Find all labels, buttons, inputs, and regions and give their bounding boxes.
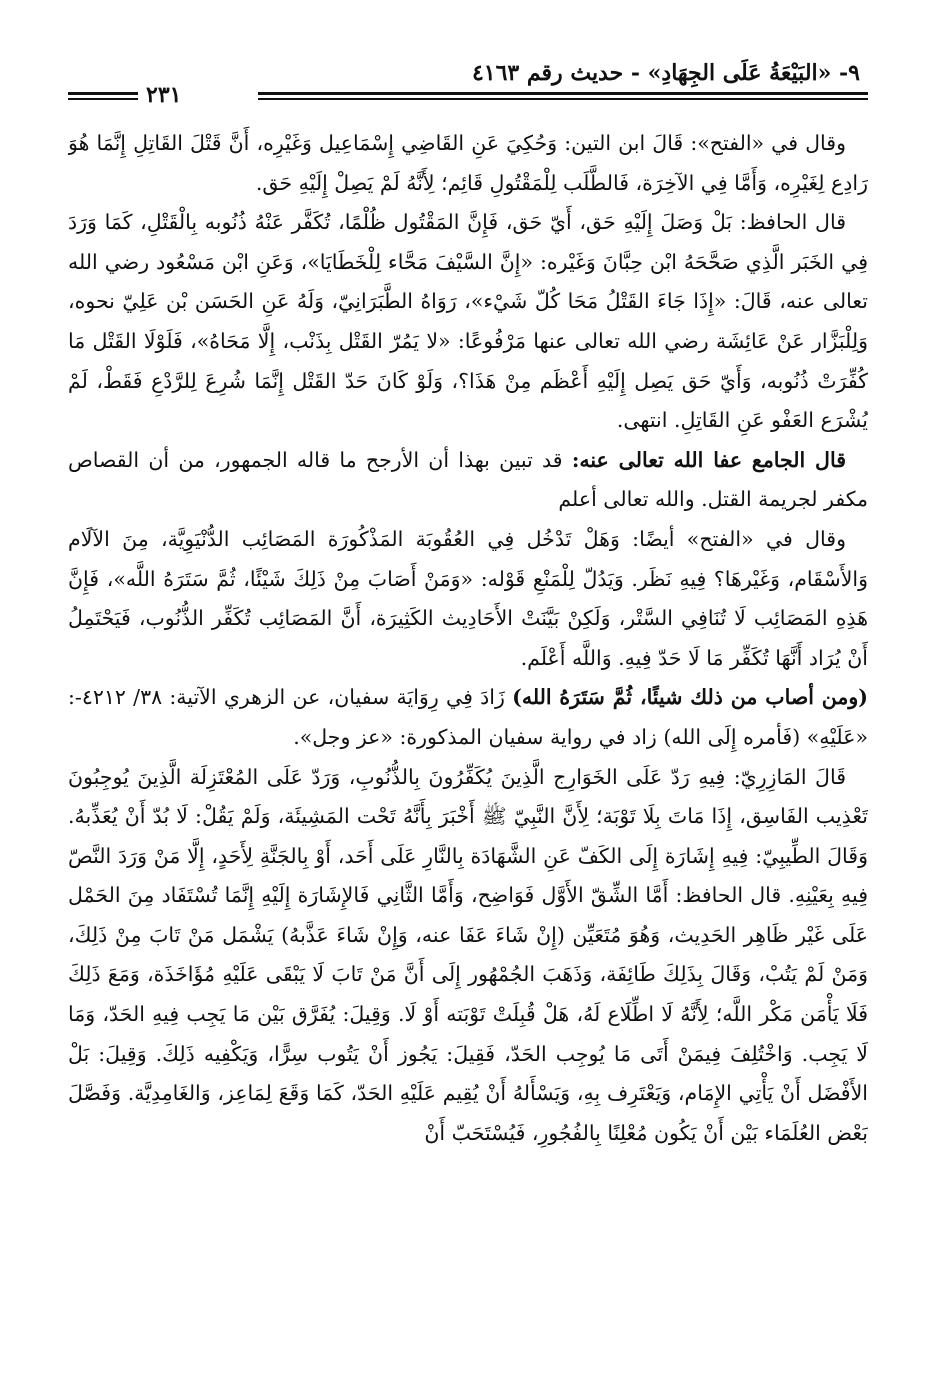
paragraph-hafiz-response [68,203,868,441]
paragraph-lead: قال الجامع عفا الله تعالى عنه: [571,447,847,472]
paragraph-compiler-note [68,441,868,520]
paragraph-maziri [68,758,868,1154]
paragraph-text: وقال في «الفتح»: قَالَ ابن التين: وَحُكِيَ عَنِ القَاضِي إِسْمَاعِيل وَغَيْرِه، أَنَّ قَتْلَ القَاتِلِ إِنَّمَا هُوَ رَادِع لِغَيْرِه، وَأَمَّا فِي الآخِرَة، فَالطَّلَب لِلْمَقْتُولِ قَائِم؛ لِأَنَّهُ لَمْ يَصِلْ إِلَيْهِ حَق. [68,131,868,195]
paragraph-lead: (ومن أصاب من ذلك شيئًا، ثُمَّ سَتَرَهُ الله) [512,685,868,710]
paragraph-fath-calamities [68,520,868,678]
paragraph-text: زَادَ فِي رِوَايَة سفيان، عن الزهري الآتية: ٣٨/ ٤٢١٢-: «عَلَيْهِ» (فَأمره إِلَى الله) زاد في رواية سفيان المذكورة: «عز وجل». [68,685,868,749]
paragraph-hadith-quote [68,678,868,757]
page-body [68,124,868,1153]
page-number-rule [68,92,138,95]
header-rule-double [258,98,868,100]
paragraph-text: قد تبين بهذا أن الأرجح ما قاله الجمهور، من أن القصاص مكفر لجريمة القتل. والله تعالى أعلم [68,447,868,512]
page-header [68,48,868,108]
running-title: ٩- «البَيْعَةُ عَلَى الجِهَادِ» - حديث رقم ٤١٦٣ [471,60,860,86]
paragraph-text: وقال في «الفتح» أيضًا: وَهَلْ تَدْخُل فِي العُقُوبَة المَذْكُورَة المَصَائِب الدُّنْيَوِيَّة، مِنَ الآلَام وَالأَسْقَام، وَغَيْرهَا؟ فِيهِ نَظَر. وَيَدُلّ لِلْمَنْعِ قَوْله: «وَمَنْ أَصَابَ مِنْ ذَلِكَ شَيْئًا، ثُمَّ سَتَرَهُ اللَّه»، فَإِنَّ هَذِهِ المَصَائِب لَا تُنَافِي السَّتْر، وَلَكِنْ بَيَّنَتْ الأَحَادِيث الكَثِيرَة، أَنَّ المَصَائِب تُكَفِّر الذُّنُوب، فَيَحْتَمِلُ أَنْ يُرَاد أَنَّهَا تُكَفِّر مَا لَا حَدّ فِيهِ. وَاللَّه أَعْلَم. [68,526,868,670]
header-rule [258,92,868,95]
book-page [68,48,868,1358]
page-number: ٢٣١ [146,82,182,108]
paragraph-text: قَالَ المَازِرِيّ: فِيهِ رَدّ عَلَى الخَوَارِج الَّذِينَ يُكَفِّرُونَ بِالذُّنُوبِ، وَرَدّ عَلَى المُعْتَزِلَة الَّذِينَ يُوجِبُونَ تَعْذِيب الفَاسِق، إِذَا مَاتَ بِلَا تَوْبَة؛ لِأَنَّ النَّبِيّ ﷺ أَخْبَرَ بِأَنَّهُ تَحْت المَشِيئَة، وَلَمْ يَقُلْ: لَا بُدّ أَنْ يُعَذِّبهُ. وَقَالَ الطِّيبِيّ: فِيهِ إِشَارَة إِلَى الكَفّ عَنِ الشَّهَادَة بِالنَّارِ عَلَى أَحَد، أَوْ بِالجَنَّةِ لِأَحَدٍ، إِلَّا مَنْ وَرَدَ النَّصّ فِيهِ بِعَيْنِهِ. قال الحافظ: أَمَّا الشِّقّ الأَوَّل فَوَاضِح، وَأَمَّا الثَّانِي فَالإِشَارَة إِلَيْهِ إِنَّمَا تُسْتَفَاد مِنَ الحَمْل عَلَى غَيْر ظَاهِر الحَدِيث، وَهُوَ مُتَعَيِّن (إِنْ شَاءَ عَفَا عنه، وَإِنْ شَاءَ عَذَّبهُ) يَشْمَل مَنْ تَابَ مِنْ ذَلِكَ، وَمَنْ لَمْ يَتُبْ، وَقَالَ بِذَلِكَ طَائِفَة، وَذَهَبَ الجُمْهُور إِلَى أَنَّ مَنْ تَابَ لَا يَبْقَى عَلَيْهِ مُؤَاخَذَة، وَمَعَ ذَلِكَ فَلَا يَأْمَن مَكْر اللَّه؛ لِأَنَّهُ لَا اطِّلَاع لَهُ، هَلْ قُبِلَتْ تَوْبَته أَوْ لَا. وَقِيلَ: يُفَرَّق بَيْن مَا يَجِب فِيهِ الحَدّ، وَمَا لَا يَجِب. وَاخْتُلِفَ فِيمَنْ أَتَى مَا يُوجِب الحَدّ، فَقِيلَ: يَجُوز أَنْ يَتُوب سِرًّا، وَيَكْفِيه ذَلِكَ. وَقِيلَ: بَلْ الأَفْضَل أَنْ يَأْتِي الإِمَام، وَيَعْتَرِف بِهِ، وَيَسْأَلهُ أَنْ يُقِيم عَلَيْهِ الحَدّ، كَمَا وَقَعَ لِمَاعِز، وَالغَامِدِيَّة. وَفَصَّلَ بَعْض العُلَمَاء بَيْن أَنْ يَكُون مُعْلِنًا بِالفُجُورِ، فَيُسْتَحَبّ أَنْ [68,764,868,1145]
paragraph-fath-ibn-tin [68,124,868,203]
paragraph-text: قال الحافظ: بَلْ وَصَلَ إِلَيْهِ حَق، أَيّ حَق، فَإِنَّ المَقْتُول ظُلْمًا، تُكَفَّر عَنْهُ ذُنُوبه بِالْقَتْلِ، كَمَا وَرَدَ فِي الخَبَر الَّذِي صَحَّحَهُ ابْن حِبَّانَ وَغَيْره: «إِنَّ السَّيْفَ مَحَّاء لِلْخَطَايَا»، وَعَنِ ابْن مَسْعُود رضي الله تعالى عنه، قَالَ: «إِذَا جَاءَ القَتْلُ مَحَا كُلّ شَيْء»، رَوَاهُ الطَّبَرَانِيّ، وَلَهُ عَنِ الحَسَن بْن عَلِيّ نحوه، وَلِلْبَزَّار عَنْ عَائِشَة رضي الله تعالى عنها مَرْفُوعًا: «لا يَمُرّ القَتْل بِذَنْب، إِلَّا مَحَاهُ»، فَلَوْلَا القَتْل مَا كُفِّرَتْ ذُنُوبه، وَأَيّ حَق يَصِل إِلَيْهِ أَعْظَم مِنْ هَذَا؟، وَلَوْ كَانَ حَدّ القَتْل إِنَّمَا شُرِعَ لِلرَّدْعِ فَقَطْ، لَمْ يُشْرَع العَفْو عَنِ القَاتِلِ. انتهى. [68,210,868,433]
page-number-rule-double [68,98,138,100]
